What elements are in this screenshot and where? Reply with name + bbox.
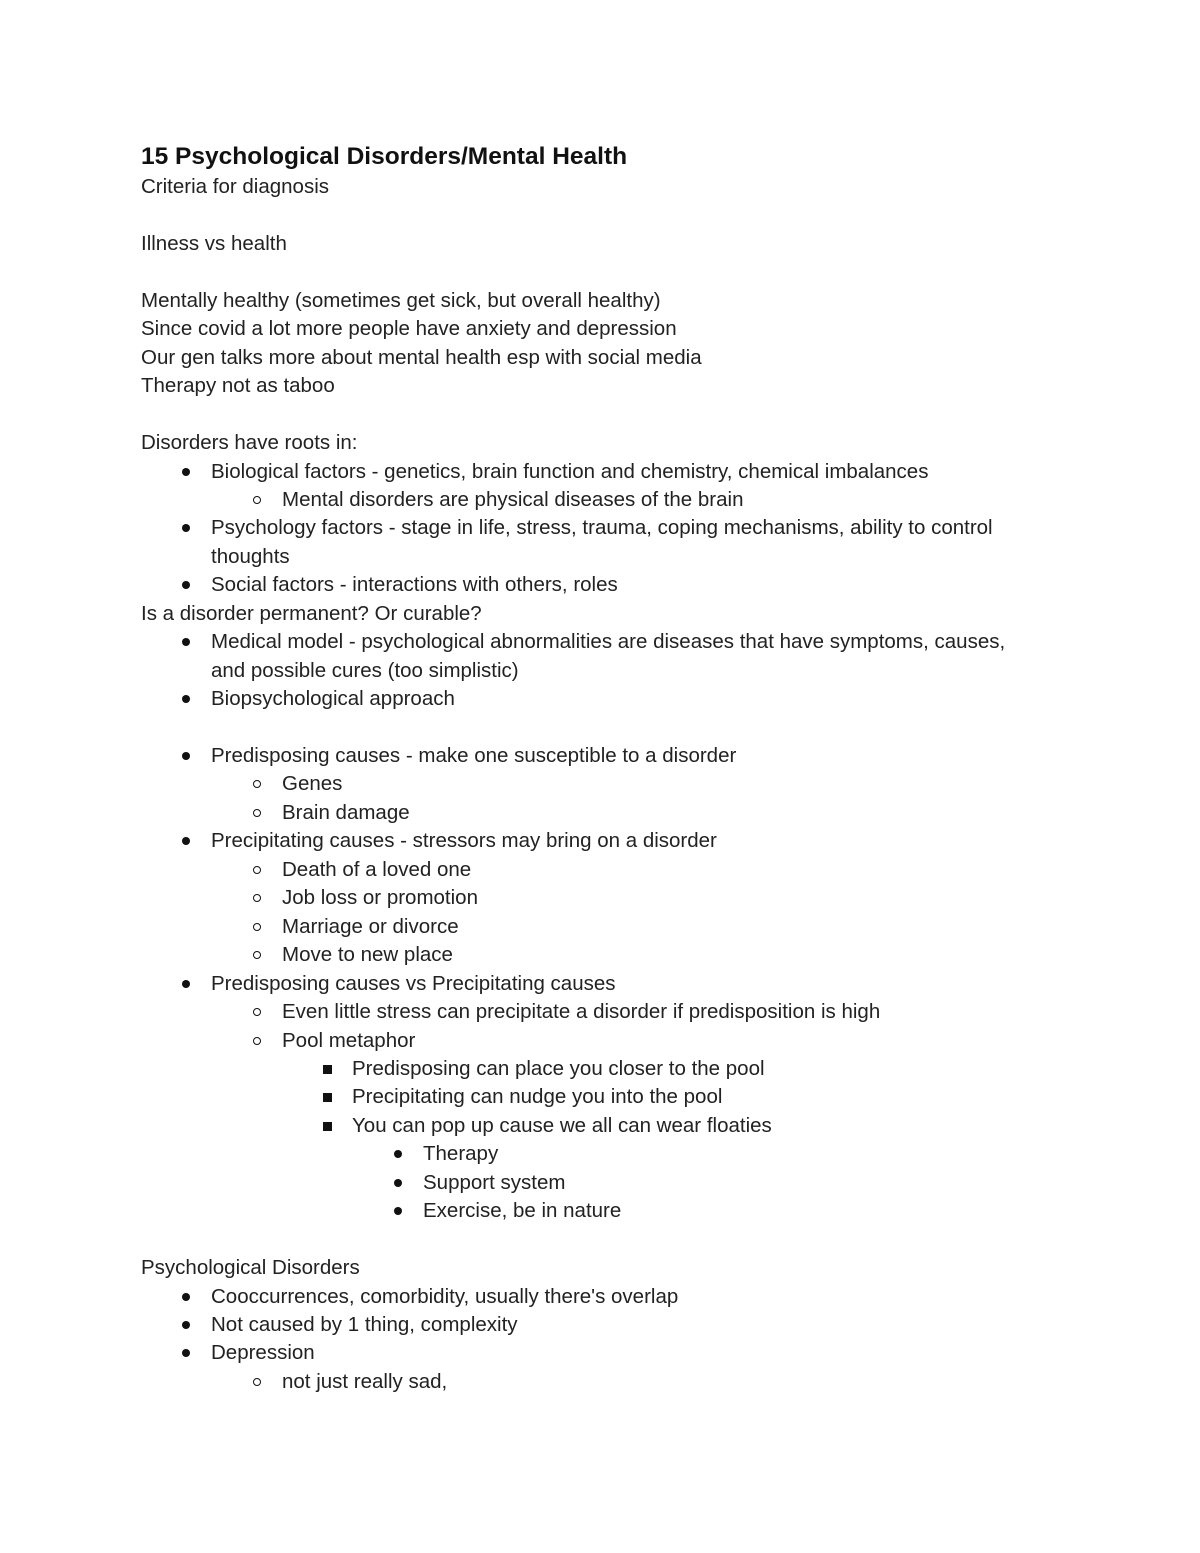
line-text: Pool metaphor bbox=[282, 1028, 416, 1052]
circle-bullet-icon bbox=[249, 998, 269, 1026]
disc-bullet-icon bbox=[390, 1140, 410, 1168]
square-bullet-icon bbox=[319, 1083, 339, 1111]
disc-bullet-icon bbox=[390, 1169, 410, 1197]
disc-bullet-icon bbox=[390, 1197, 410, 1225]
line-text: Precipitating can nudge you into the pool bbox=[352, 1085, 723, 1109]
square-bullet-icon bbox=[319, 1055, 339, 1083]
line-text: Psychological Disorders bbox=[141, 1256, 360, 1280]
disc-bullet-icon bbox=[178, 1283, 198, 1311]
line-text: Predisposing causes vs Precipitating causes bbox=[211, 971, 616, 995]
line-text: Depression bbox=[211, 1341, 315, 1365]
line-text: Our gen talks more about mental health esp with social media bbox=[141, 345, 702, 369]
line-text: Mentally healthy (sometimes get sick, but overall healthy) bbox=[141, 288, 661, 312]
circle-bullet-icon bbox=[249, 770, 269, 798]
line-text: Mental disorders are physical diseases of the brain bbox=[282, 487, 744, 511]
disc-bullet-icon bbox=[178, 970, 198, 998]
disc-bullet-icon bbox=[178, 1339, 198, 1367]
line-text: Precipitating causes - stressors may bring on a disorder bbox=[211, 829, 717, 853]
line-text: Psychology factors - stage in life, stress, trauma, coping mechanisms, ability to control bbox=[211, 516, 993, 540]
disc-bullet-icon bbox=[178, 685, 198, 713]
disc-bullet-icon bbox=[178, 827, 198, 855]
line-text: Since covid a lot more people have anxiety and depression bbox=[141, 317, 677, 341]
line-text: Criteria for diagnosis bbox=[141, 175, 329, 198]
line-text: Move to new place bbox=[282, 943, 453, 967]
line-text: Predisposing causes - make one susceptible to a disorder bbox=[211, 744, 737, 767]
line-text: Therapy bbox=[423, 1142, 499, 1166]
line-text: Death of a loved one bbox=[282, 857, 472, 881]
line-text: Marriage or divorce bbox=[282, 914, 459, 938]
circle-bullet-icon bbox=[249, 884, 269, 912]
line-text: not just really sad, bbox=[282, 1369, 448, 1393]
disc-bullet-icon bbox=[178, 458, 198, 486]
line-text: Is a disorder permanent? Or curable? bbox=[141, 601, 482, 625]
line-text: Therapy not as taboo bbox=[141, 374, 335, 398]
document-title: 15 Psychological Disorders/Mental Health bbox=[141, 143, 628, 170]
line-text: thoughts bbox=[211, 544, 290, 568]
line-text: Illness vs health bbox=[141, 231, 287, 255]
disc-bullet-icon bbox=[178, 1311, 198, 1339]
circle-bullet-icon bbox=[249, 799, 269, 827]
line-text: Genes bbox=[282, 772, 343, 796]
line-text: You can pop up cause we all can wear floaties bbox=[352, 1113, 772, 1137]
line-text: Predisposing can place you closer to the pool bbox=[352, 1056, 765, 1080]
line-text: Biopsychological approach bbox=[211, 687, 455, 711]
line-text: Medical model - psychological abnormalities are diseases that have symptoms, causes, bbox=[211, 630, 1006, 654]
line-text: Biological factors - genetics, brain function and chemistry, chemical imbalances bbox=[211, 459, 929, 483]
line-text: and possible cures (too simplistic) bbox=[211, 658, 519, 682]
circle-bullet-icon bbox=[249, 1027, 269, 1055]
disc-bullet-icon bbox=[178, 571, 198, 599]
line-text: Exercise, be in nature bbox=[423, 1199, 622, 1223]
square-bullet-icon bbox=[319, 1112, 339, 1140]
line-text: Not caused by 1 thing, complexity bbox=[211, 1313, 518, 1336]
line-text: Social factors - interactions with others, roles bbox=[211, 573, 618, 597]
circle-bullet-icon bbox=[249, 856, 269, 884]
circle-bullet-icon bbox=[249, 941, 269, 969]
disc-bullet-icon bbox=[178, 742, 198, 770]
line-text: Cooccurrences, comorbidity, usually there's overlap bbox=[211, 1284, 679, 1308]
circle-bullet-icon bbox=[249, 486, 269, 514]
circle-bullet-icon bbox=[249, 1368, 269, 1396]
line-text: Brain damage bbox=[282, 800, 410, 824]
line-text: Support system bbox=[423, 1170, 566, 1194]
circle-bullet-icon bbox=[249, 913, 269, 941]
disc-bullet-icon bbox=[178, 514, 198, 542]
line-text: Disorders have roots in: bbox=[141, 431, 358, 455]
line-text: Job loss or promotion bbox=[282, 886, 478, 910]
line-text: Even little stress can precipitate a disorder if predisposition is high bbox=[282, 1000, 881, 1024]
disc-bullet-icon bbox=[178, 628, 198, 656]
